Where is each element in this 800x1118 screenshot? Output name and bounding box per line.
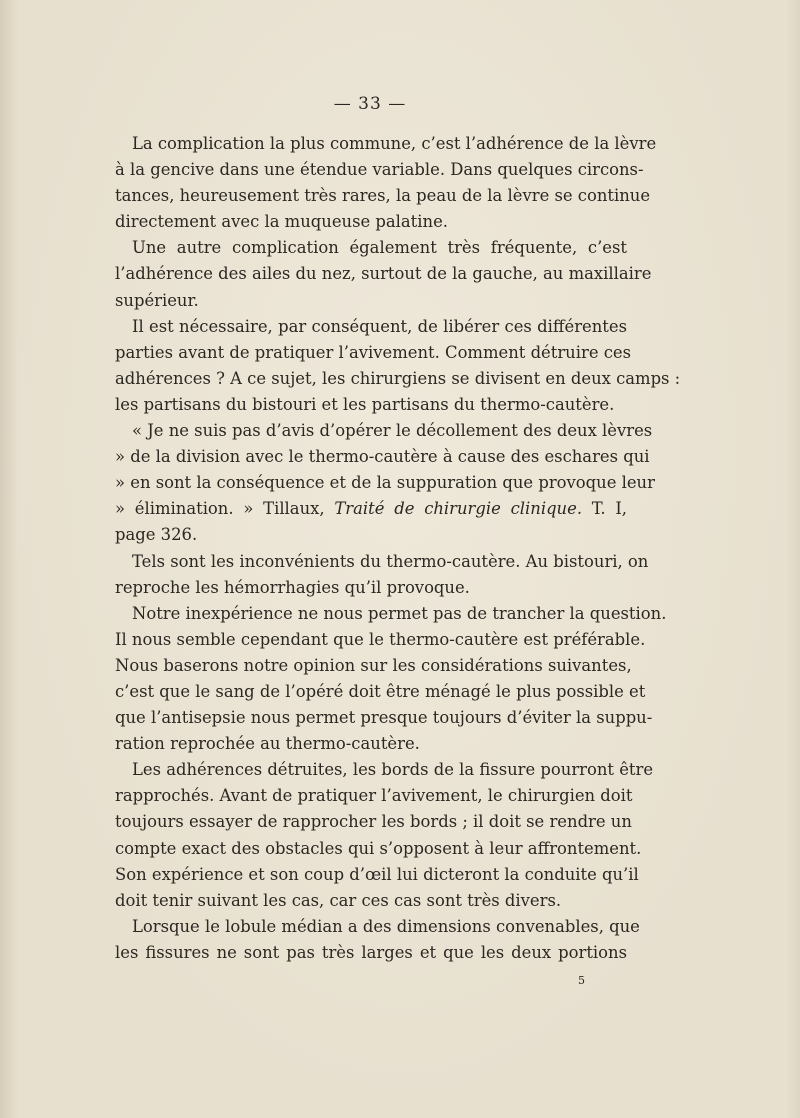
text-line: adhérences ? A ce sujet, les chirurgiens se divisent en deux camps :	[115, 368, 681, 388]
quote-line: « Je ne suis pas d’avis d’opérer le décollement des deux lèvres	[132, 421, 653, 441]
page-number: — 33 —	[333, 94, 407, 114]
text-line: directement avec la muqueuse palatine.	[115, 212, 448, 232]
text-line: Nous baserons notre opinion sur les considérations suivantes,	[115, 655, 632, 675]
citation-page: page 326.	[115, 525, 198, 545]
quote-line: » de la division avec le thermo-cautère à cause des eschares qui	[115, 447, 650, 467]
text-line: compte exact des obstacles qui s’opposent à leur affrontement.	[115, 838, 642, 858]
body-text	[115, 131, 681, 966]
text-line: toujours essayer de rapprocher les bords ; il doit se rendre un	[115, 812, 632, 832]
text-line: Lorsque le lobule médian a des dimensions convenables, que	[132, 916, 640, 936]
cited-work-title: Traité de chirurgie clinique.	[334, 499, 583, 519]
text-line: Son expérience et son coup d’œil lui dicteront la conduite qu’il	[115, 864, 639, 884]
text-line: Il est nécessaire, par conséquent, de libérer ces différentes	[132, 316, 627, 336]
text-line: parties avant de pratiquer l’avivement. Comment détruire ces	[115, 342, 632, 362]
citation-text: » élimination. » Tillaux,	[115, 499, 335, 519]
text-line: rapprochés. Avant de pratiquer l’avivement, le chirurgien doit	[115, 786, 633, 806]
text-line: Une autre complication également très fréquente, c’est	[132, 238, 627, 258]
text-line: c’est que le sang de l’opéré doit être ménagé le plus possible et	[115, 681, 646, 701]
text-line: Il nous semble cependant que le thermo-cautère est préférable.	[115, 629, 646, 649]
text-line: tances, heureusement très rares, la peau de la lèvre se continue	[115, 186, 651, 206]
text-line: Les adhérences détruites, les bords de la fissure pourront être	[132, 760, 654, 780]
text-line: reproche les hémorrhagies qu’il provoque.	[115, 577, 470, 597]
text-line: ration reprochée au thermo-cautère.	[115, 734, 420, 754]
quote-line: » en sont la conséquence et de la suppuration que provoque leur	[115, 473, 655, 493]
text-line: La complication la plus commune, c’est l’adhérence de la lèvre	[132, 134, 657, 153]
signature-mark: 5	[578, 974, 585, 987]
citation-line	[115, 496, 627, 522]
citation-volume: T. I,	[582, 499, 628, 519]
text-line: que l’antisepsie nous permet presque toujours d’éviter la suppu-	[115, 708, 653, 728]
text-line: les fissures ne sont pas très larges et que les deux portions	[115, 942, 627, 962]
text-line: doit tenir suivant les cas, car ces cas sont très divers.	[115, 890, 562, 910]
text-line: l’adhérence des ailes du nez, surtout de la gauche, au maxillaire	[115, 264, 652, 284]
text-line: les partisans du bistouri et les partisans du thermo-cautère.	[115, 394, 615, 414]
text-line: Tels sont les inconvénients du thermo-cautère. Au bistouri, on	[132, 551, 649, 571]
text-line: supérieur.	[115, 290, 199, 310]
text-line: à la gencive dans une étendue variable. Dans quelques circons-	[115, 160, 644, 180]
text-line: Notre inexpérience ne nous permet pas de trancher la question.	[132, 603, 667, 623]
